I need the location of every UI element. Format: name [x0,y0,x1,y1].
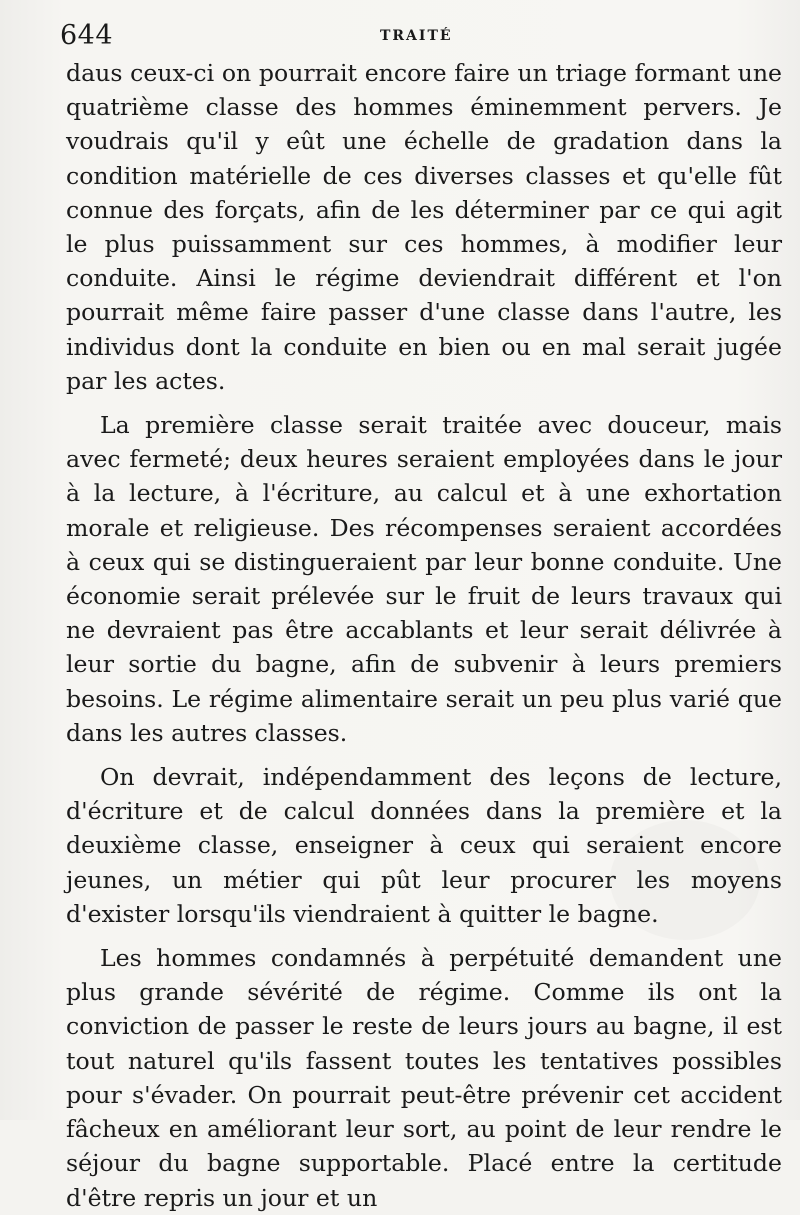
paragraph: La première classe serait traitée avec douceur, mais avec fermeté; deux heures seraient employées dans le jour à la lecture, à l'écriture, au calcul et à une exhortation morale et religieuse. Des récompenses seraient accordées à ceux qui se distingueraient par leur bonne conduite. Une économie serait prélevée sur le fruit de leurs travaux qui ne devraient pas être accablants et leur serait délivrée à leur sortie du bagne, afin de subvenir à leurs premiers besoins. Le régime alimentaire serait un peu plus varié que dans les autres classes. [66,411,782,747]
paragraph: daus ceux-ci on pourrait encore faire un triage formant une quatrième classe des hommes éminemment pervers. Je voudrais qu'il y eût une échelle de gradation dans la condition matérielle de ces diverses classes et qu'elle fût connue des forçats, afin de les déterminer par ce qui agit le plus puissamment sur ces hommes, à modifier leur conduite. Ainsi le régime deviendrait différent et l'on pourrait même faire passer d'une classe dans l'autre, les individus dont la conduite en bien ou en mal serait jugée par les actes. [66,59,782,395]
body-text [66,56,782,1215]
paragraph: On devrait, indépendamment des leçons de lecture, d'écriture et de calcul données dans la première et la deuxième classe, enseigner à ceux qui seraient encore jeunes, un métier qui pût leur procurer les moyens d'exister lorsqu'ils viendraient à quitter le bagne. [66,763,782,928]
page-header [60,18,780,58]
running-head: TRAITÉ [380,28,453,44]
page-number: 644 [60,20,114,51]
paragraph: Les hommes condamnés à perpétuité demandent une plus grande sévérité de régime. Comme ils ont la conviction de passer le reste de leurs jours au bagne, il est tout naturel qu'ils fassent toutes les tentatives possibles pour s'évader. On pourrait peut-être prévenir cet accident fâcheux en améliorant leur sort, au point de leur rendre le séjour du bagne supportable. Placé entre la certitude d'être repris un jour et un [66,944,782,1212]
